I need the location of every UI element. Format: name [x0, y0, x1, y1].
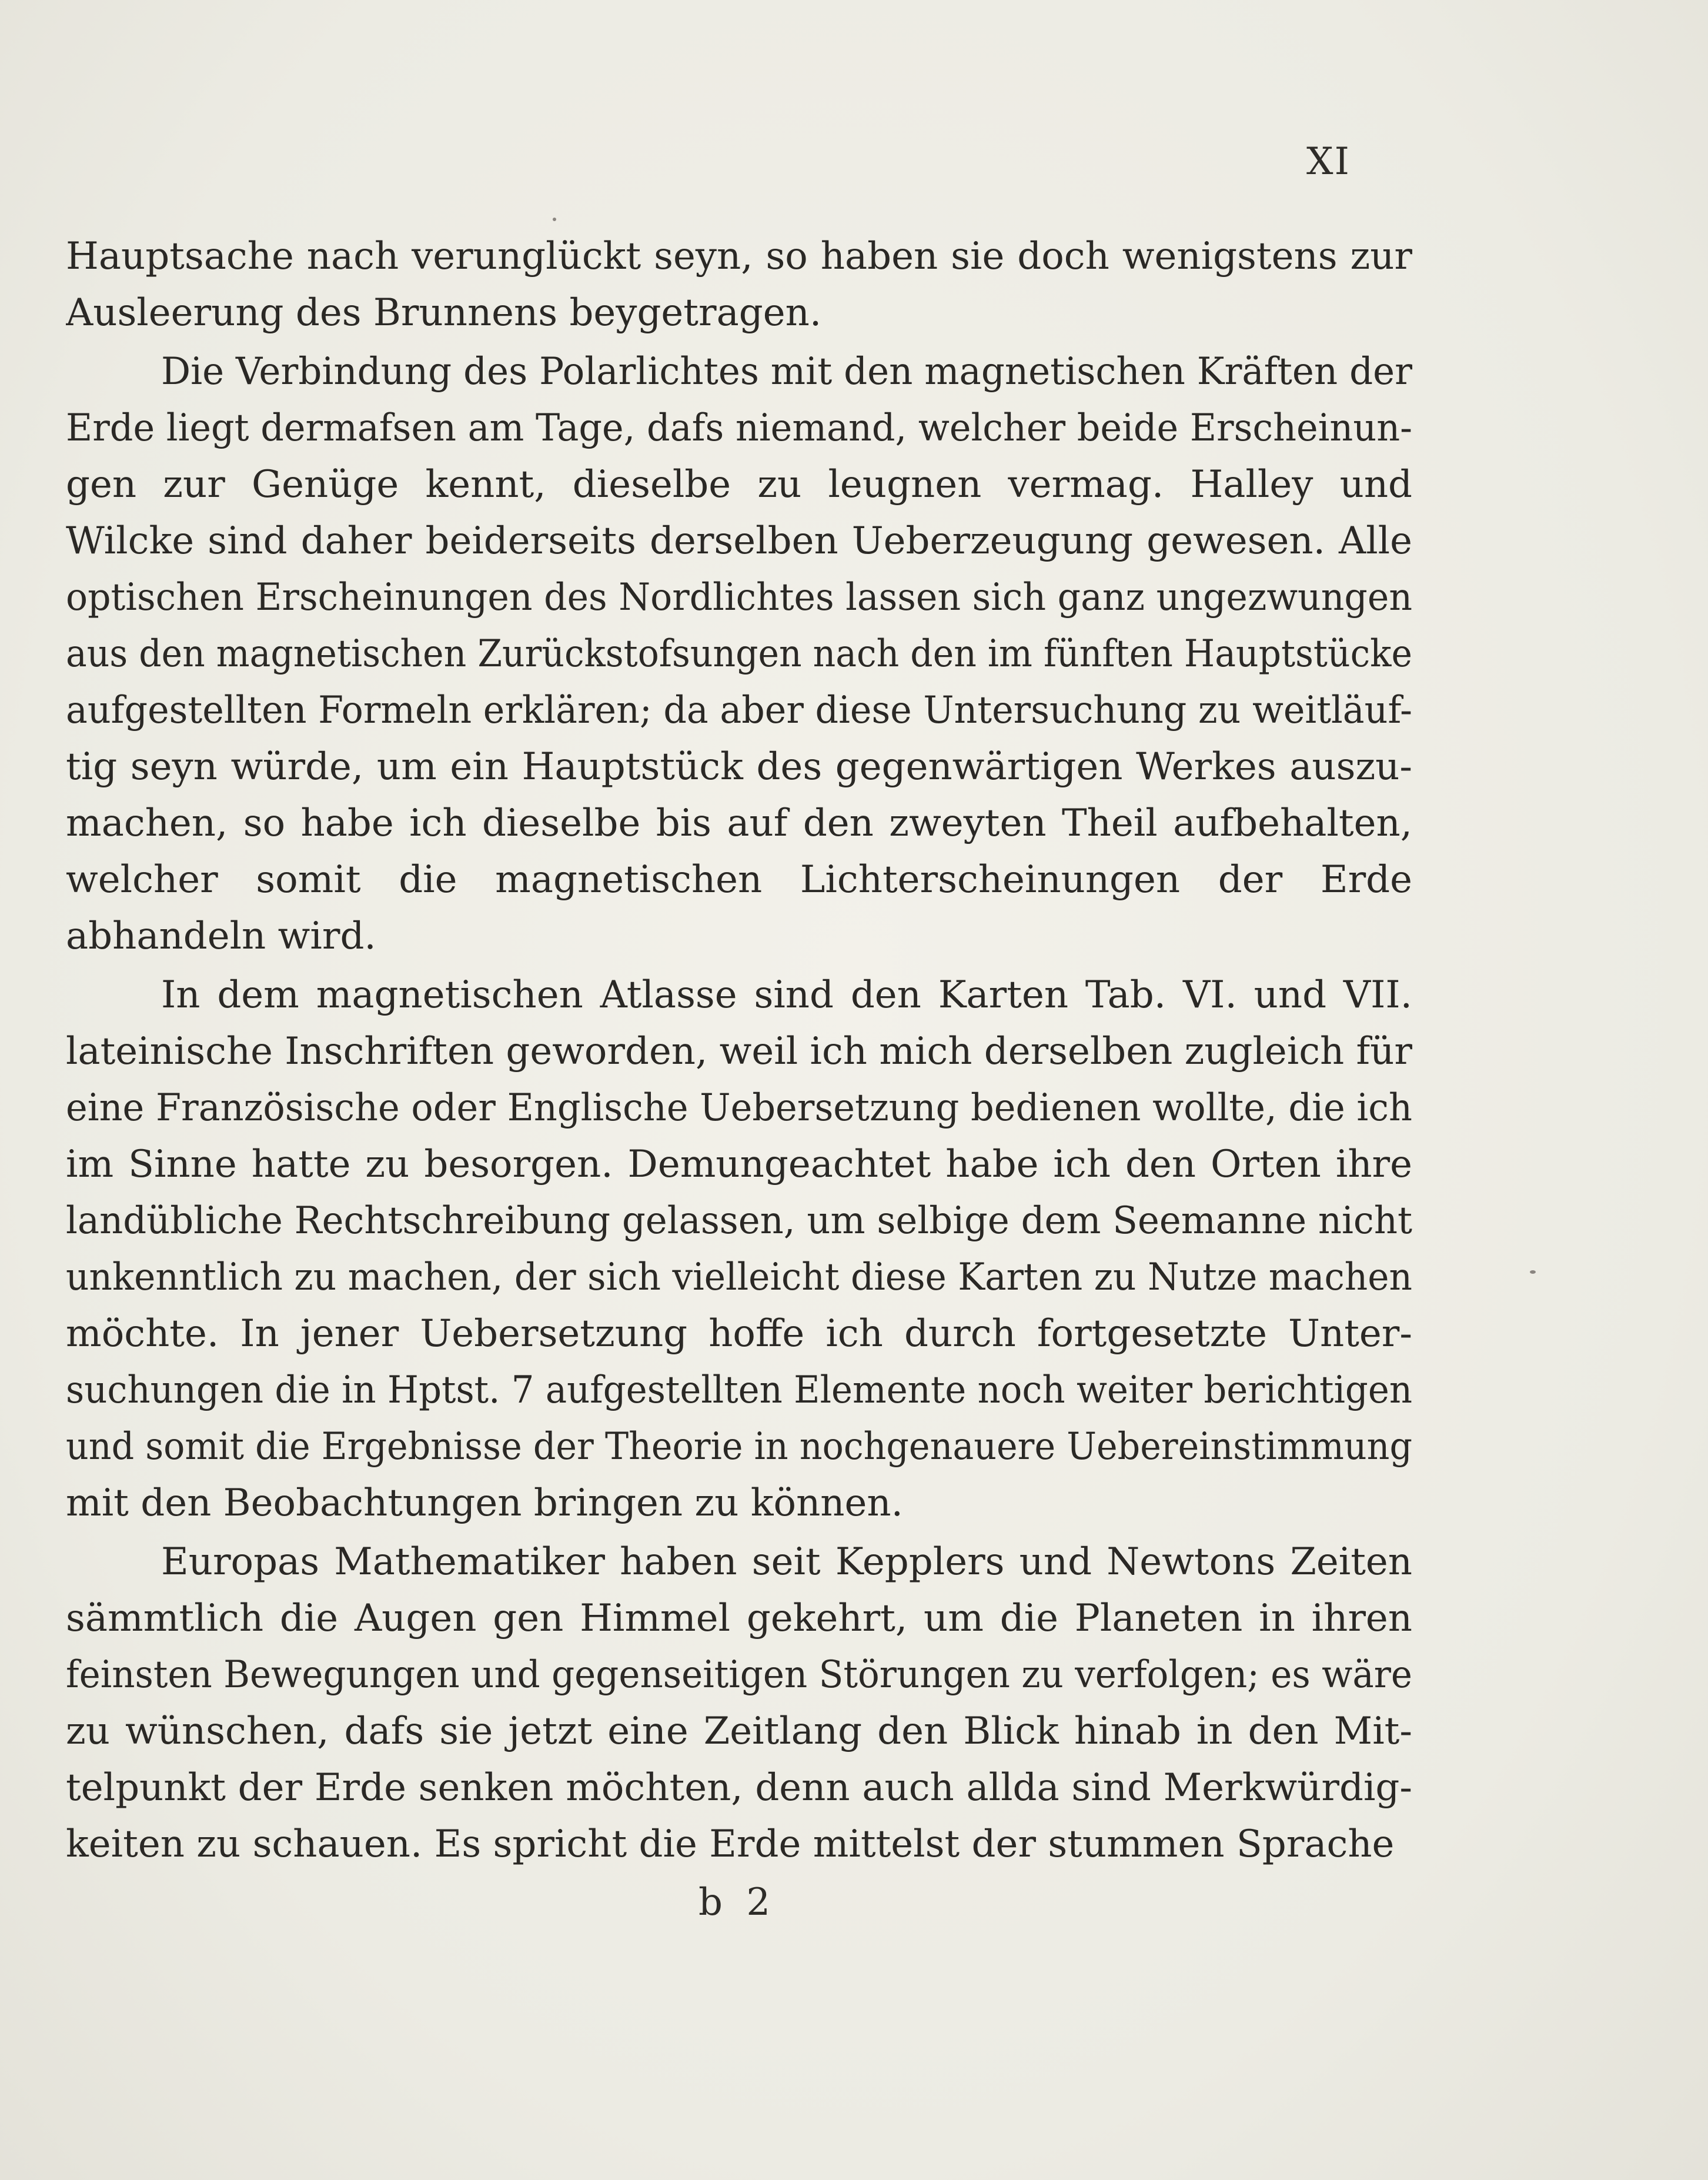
paragraph: [66, 967, 1412, 1531]
text-line: und somit die Ergebnisse der Theorie in nochgenauere Uebereinstimmung: [66, 1425, 1412, 1468]
paper-speck: [1530, 1270, 1536, 1274]
text-line: aus den magnetischen Zurückstofsungen nach den im fünften Hauptstücke: [66, 632, 1412, 676]
text-line: Erde liegt dermafsen am Tage, dafs niemand, welcher beide Erscheinun-: [66, 406, 1412, 450]
text-line: Hauptsache nach verunglückt seyn, so haben sie doch wenigstens zur: [66, 235, 1412, 278]
text-line: aufgestellten Formeln erklären; da aber diese Untersuchung zu weitläuf-: [66, 689, 1412, 732]
text-line: abhandeln wird.: [66, 914, 376, 958]
text-line: In dem magnetischen Atlasse sind den Karten Tab. VI. und VII.: [161, 973, 1412, 1017]
text-line: welcher somit die magnetischen Lichterscheinungen der Erde: [66, 858, 1412, 902]
paragraph: [66, 228, 1412, 341]
text-line: eine Französische oder Englische Uebersetzung bedienen wollte, die ich: [66, 1086, 1412, 1130]
text-line: gen zur Genüge kennt, dieselbe zu leugnen vermag. Halley und: [66, 463, 1412, 506]
text-line: Die Verbindung des Polarlichtes mit den magnetischen Kräften der: [161, 350, 1412, 393]
text-line: suchungen die in Hptst. 7 aufgestellten Elemente noch weiter berichtigen: [66, 1368, 1412, 1412]
text-line: landübliche Rechtschreibung gelassen, um selbige dem Seemanne nicht: [66, 1199, 1412, 1243]
text-line: im Sinne hatte zu besorgen. Demungeachtet habe ich den Orten ihre: [66, 1143, 1412, 1186]
paragraph: [66, 343, 1412, 964]
text-line: unkenntlich zu machen, der sich vielleicht diese Karten zu Nutze machen: [66, 1256, 1412, 1299]
text-line: mit den Beobachtungen bringen zu können.: [66, 1481, 903, 1525]
paper-speck: [553, 218, 556, 221]
text-line: machen, so habe ich dieselbe bis auf den zweyten Theil aufbehalten,: [66, 802, 1412, 845]
text-line: telpunkt der Erde senken möchten, denn auch allda sind Merkwürdig-: [66, 1766, 1412, 1810]
page-number: XI: [1306, 140, 1351, 183]
body-text: [66, 228, 1412, 1872]
text-line: tig seyn würde, um ein Hauptstück des gegenwärtigen Werkes auszu-: [66, 745, 1412, 789]
signature-mark: b 2: [698, 1881, 777, 1924]
text-line: Wilcke sind daher beiderseits derselben Ueberzeugung gewesen. Alle: [66, 519, 1412, 563]
text-line: feinsten Bewegungen und gegenseitigen Störungen zu verfolgen; es wäre: [66, 1653, 1412, 1697]
text-line: optischen Erscheinungen des Nordlichtes lassen sich ganz ungezwungen: [66, 576, 1412, 619]
text-line: lateinische Inschriften geworden, weil ich mich derselben zugleich für: [66, 1030, 1412, 1073]
text-line: zu wünschen, dafs sie jetzt eine Zeitlang den Blick hinab in den Mit-: [66, 1710, 1412, 1753]
text-line: sämmtlich die Augen gen Himmel gekehrt, um die Planeten in ihren: [66, 1597, 1412, 1640]
paragraph: [66, 1534, 1412, 1872]
text-line: keiten zu schauen. Es spricht die Erde mittelst der stummen Sprache: [66, 1822, 1395, 1866]
text-line: möchte. In jener Uebersetzung hoffe ich durch fortgesetzte Unter-: [66, 1312, 1412, 1356]
text-line: Europas Mathematiker haben seit Kepplers und Newtons Zeiten: [161, 1540, 1412, 1584]
text-line: Ausleerung des Brunnens beygetragen.: [66, 291, 822, 335]
